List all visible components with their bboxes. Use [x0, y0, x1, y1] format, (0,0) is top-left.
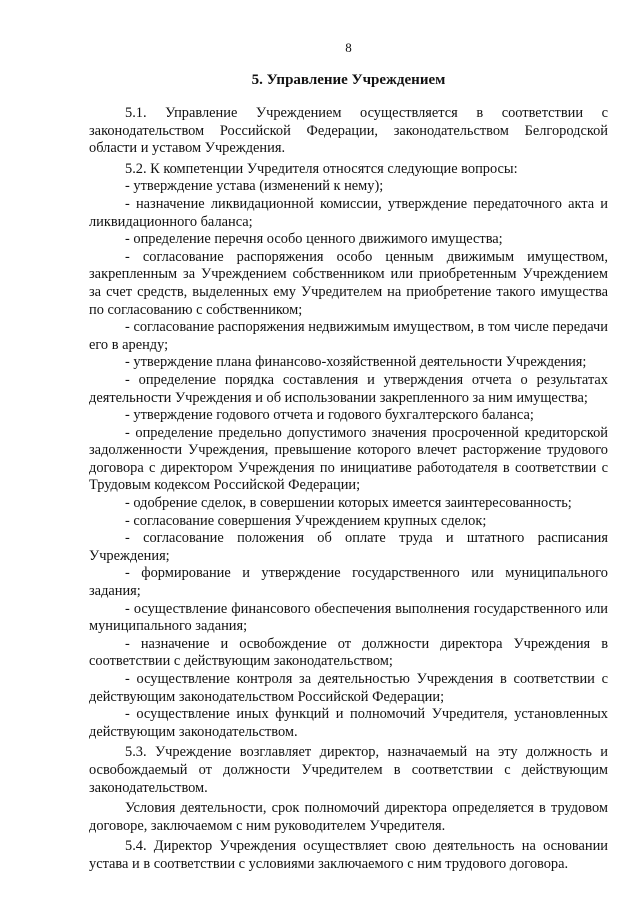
page-number: 8: [345, 40, 352, 55]
list-item: - осуществление контроля за деятельностью Учреждения в соответствии с действующим законодательством Российской Федерации;: [89, 671, 608, 705]
paragraph-conditions: Условия деятельности, срок полномочий директора определяется в трудовом договоре, заключаемом с ним руководителем Учредителя.: [89, 800, 608, 834]
paragraph-5-2: 5.2. К компетенции Учредителя относятся следующие вопросы:: [125, 160, 518, 177]
list-item: - утверждение устава (изменений к нему);: [125, 178, 384, 195]
list-item: - определение перечня особо ценного движимого имущества;: [125, 231, 503, 248]
paragraph-5-3: 5.3. Учреждение возглавляет директор, назначаемый на эту должность и освобождаемый от должности Учредителем в соответствии с действующим законодательством.: [89, 744, 608, 796]
list-item: - назначение и освобождение от должности директора Учреждения в соответствии с действующим законодательством;: [89, 635, 608, 670]
list-item: - формирование и утверждение государственного или муниципального задания;: [89, 565, 608, 600]
list-item: - согласование положения об оплате труда и штатного расписания Учреждения;: [89, 530, 608, 564]
section-title: 5. Управление Учреждением: [251, 72, 446, 88]
list-item: - одобрение сделок, в совершении которых имеется заинтересованность;: [125, 495, 572, 512]
list-item: - назначение ликвидационной комиссии, утверждение передаточного акта и ликвидационного баланса;: [89, 195, 608, 230]
list-item: - осуществление иных функций и полномочий Учредителя, установленных действующим законодательством.: [89, 706, 608, 740]
paragraph-5-1: 5.1. Управление Учреждением осуществляется в соответствии с законодательством Российской Федерации, законодательством Белгородской области и уставом Учреждения.: [89, 105, 608, 157]
list-item: - утверждение плана финансово-хозяйственной деятельности Учреждения;: [125, 354, 587, 371]
list-item: - согласование распоряжения недвижимым имуществом, в том числе передачи его в аренду;: [89, 319, 608, 353]
list-item: - согласование совершения Учреждением крупных сделок;: [125, 512, 487, 529]
list-item: - определение предельно допустимого значения просроченной кредиторской задолженности Учреждения, превышение которого влечет расторжение трудового договора с директором Учреждения по инициативе работодателя в соответствии с Трудовым кодексом Российской Федерации;: [89, 424, 608, 494]
paragraph-5-4: 5.4. Директор Учреждения осуществляет свою деятельность на основании устава и в соответствии с условиями заключаемого с ним трудового договора.: [89, 838, 608, 872]
list-item: - определение порядка составления и утверждения отчета о результатах деятельности Учреждения и об использовании закрепленного за ним имущества;: [89, 371, 608, 406]
list-item: - согласование распоряжения особо ценным движимым имуществом, закрепленным за Учреждением собственником или приобретенным Учреждением за счет средств, выделенных ему Учредителем на приобретение такого имущества по согласованию с собственником;: [89, 248, 608, 318]
list-item: - утверждение годового отчета и годового бухгалтерского баланса;: [125, 407, 534, 424]
list-item: - осуществление финансового обеспечения выполнения государственного или муниципального задания;: [89, 600, 608, 635]
